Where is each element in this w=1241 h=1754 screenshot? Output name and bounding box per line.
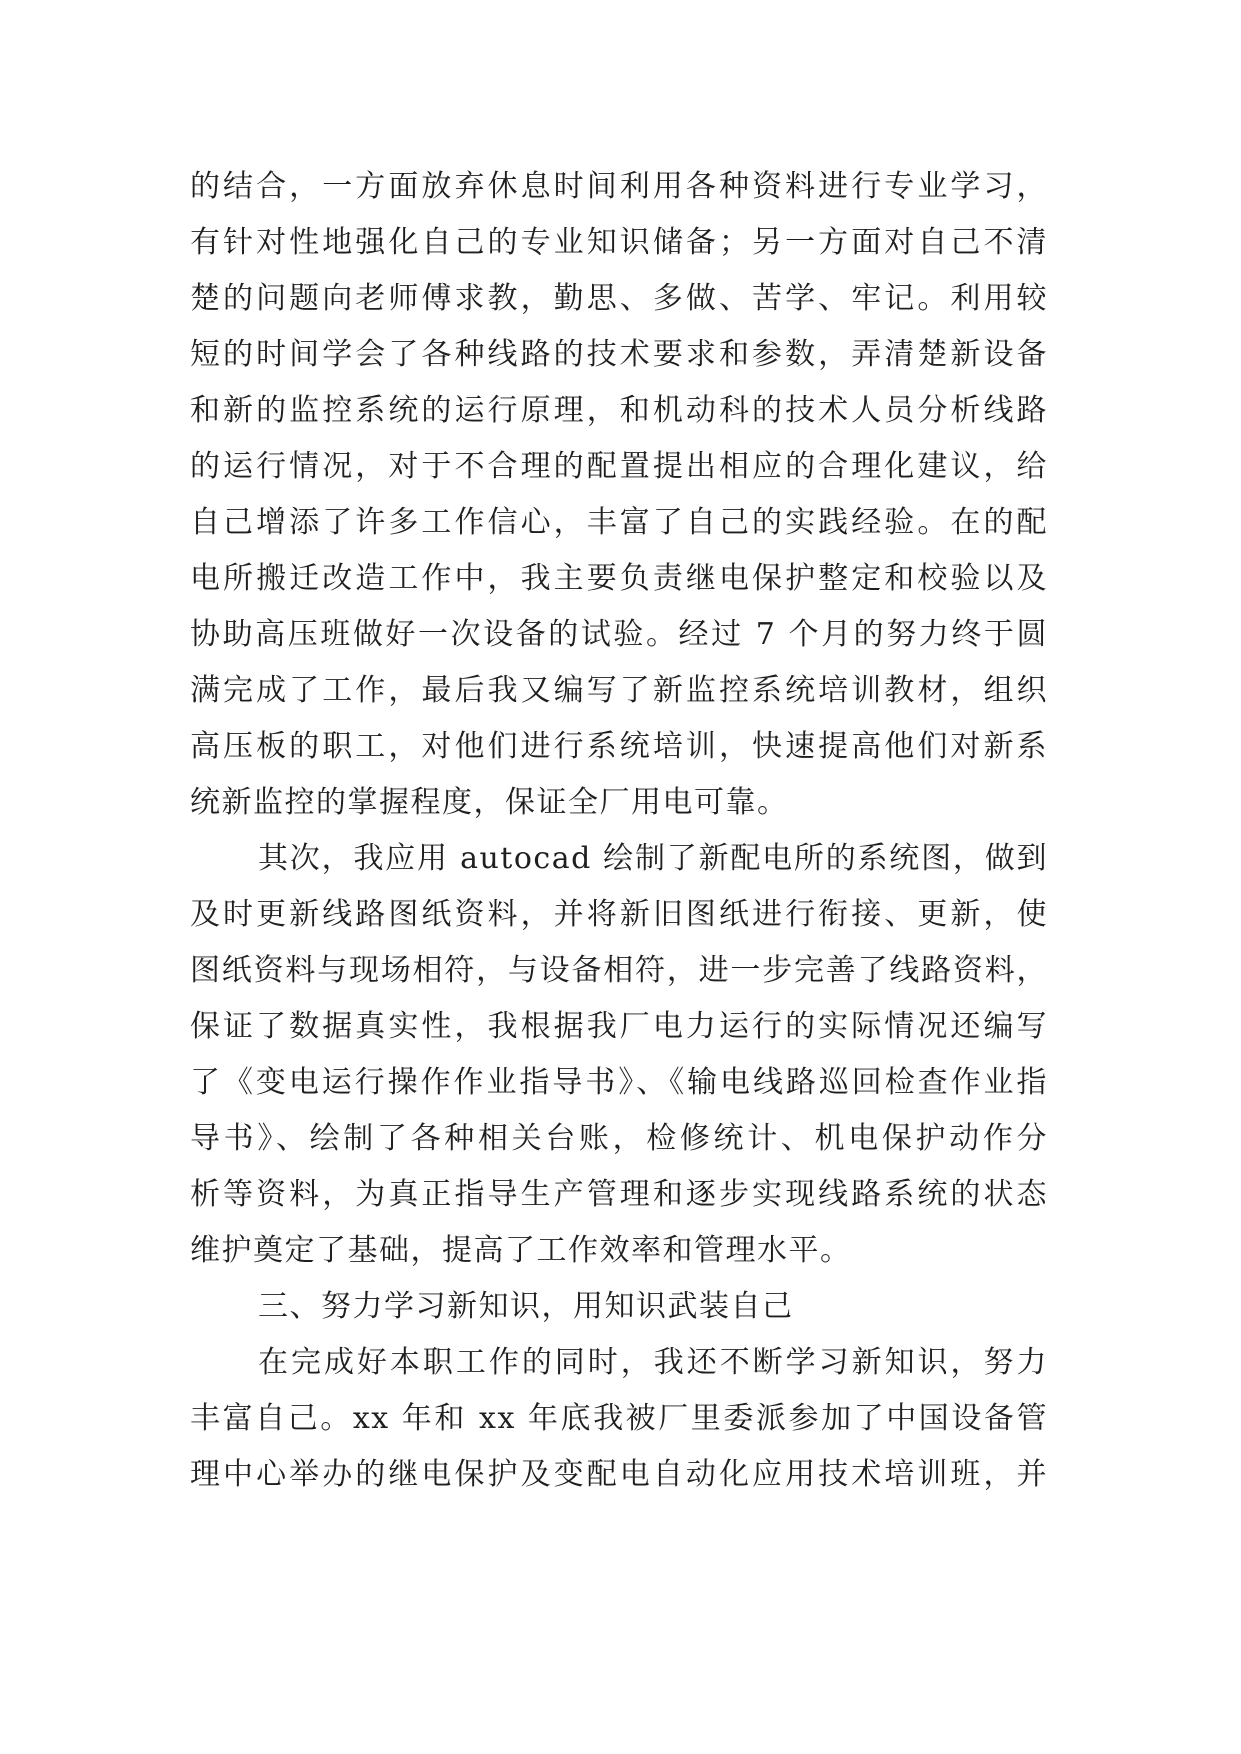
text-line: 其次，我应用 autocad 绘制了新配电所的系统图，做到: [258, 841, 1048, 876]
text-line: 满完成了工作，最后我又编写了新监控系统培训教材，组织: [190, 673, 1048, 708]
paragraph: [190, 831, 1048, 1279]
text-line: 楚的问题向老师傅求教，勤思、多做、苦学、牢记。利用较: [190, 281, 1048, 316]
text-line: 析等资料，为真正指导生产管理和逐步实现线路系统的状态: [190, 1177, 1048, 1212]
body-text: [190, 159, 1048, 1503]
text-line: 协助高压班做好一次设备的试验。经过 7 个月的努力终于圆: [190, 617, 1048, 652]
text-line: 自己增添了许多工作信心，丰富了自己的实践经验。在的配: [190, 505, 1048, 540]
text-line: 及时更新线路图纸资料，并将新旧图纸进行衔接、更新，使: [190, 897, 1048, 932]
text-line: 高压板的职工，对他们进行系统培训，快速提高他们对新系: [190, 729, 1048, 764]
text-line: 短的时间学会了各种线路的技术要求和参数，弄清楚新设备: [190, 337, 1048, 372]
text-line: 维护奠定了基础，提高了工作效率和管理水平。: [190, 1233, 852, 1268]
text-line: 丰富自己。xx 年和 xx 年底我被厂里委派参加了中国设备管: [190, 1401, 1048, 1436]
text-line: 了《变电运行操作作业指导书》、《输电线路巡回检查作业指: [190, 1065, 1048, 1100]
text-line: 图纸资料与现场相符，与设备相符，进一步完善了线路资料，: [190, 953, 1048, 988]
text-line: 导书》、绘制了各种相关台账，检修统计、机电保护动作分: [190, 1121, 1048, 1156]
text-line: 保证了数据真实性，我根据我厂电力运行的实际情况还编写: [190, 1009, 1048, 1044]
paragraph-continuation: [190, 159, 1048, 831]
text-line: 在完成好本职工作的同时，我还不断学习新知识，努力: [258, 1345, 1048, 1380]
text-line: 统新监控的掌握程度，保证全厂用电可靠。: [190, 785, 789, 820]
text-line: 电所搬迁改造工作中，我主要负责继电保护整定和校验以及: [190, 561, 1048, 596]
text-line: 理中心举办的继电保护及变配电自动化应用技术培训班，并: [190, 1457, 1048, 1492]
paragraph: [190, 1335, 1048, 1503]
section-heading-text: 三、努力学习新知识，用知识武装自己: [258, 1289, 794, 1324]
section-heading: [190, 1279, 1048, 1335]
text-line: 和新的监控系统的运行原理，和机动科的技术人员分析线路: [190, 393, 1048, 428]
text-line: 的结合，一方面放弃休息时间利用各种资料进行专业学习，: [190, 169, 1048, 204]
text-line: 的运行情况，对于不合理的配置提出相应的合理化建议，给: [190, 449, 1048, 484]
text-line: 有针对性地强化自己的专业知识储备；另一方面对自己不清: [190, 225, 1048, 260]
